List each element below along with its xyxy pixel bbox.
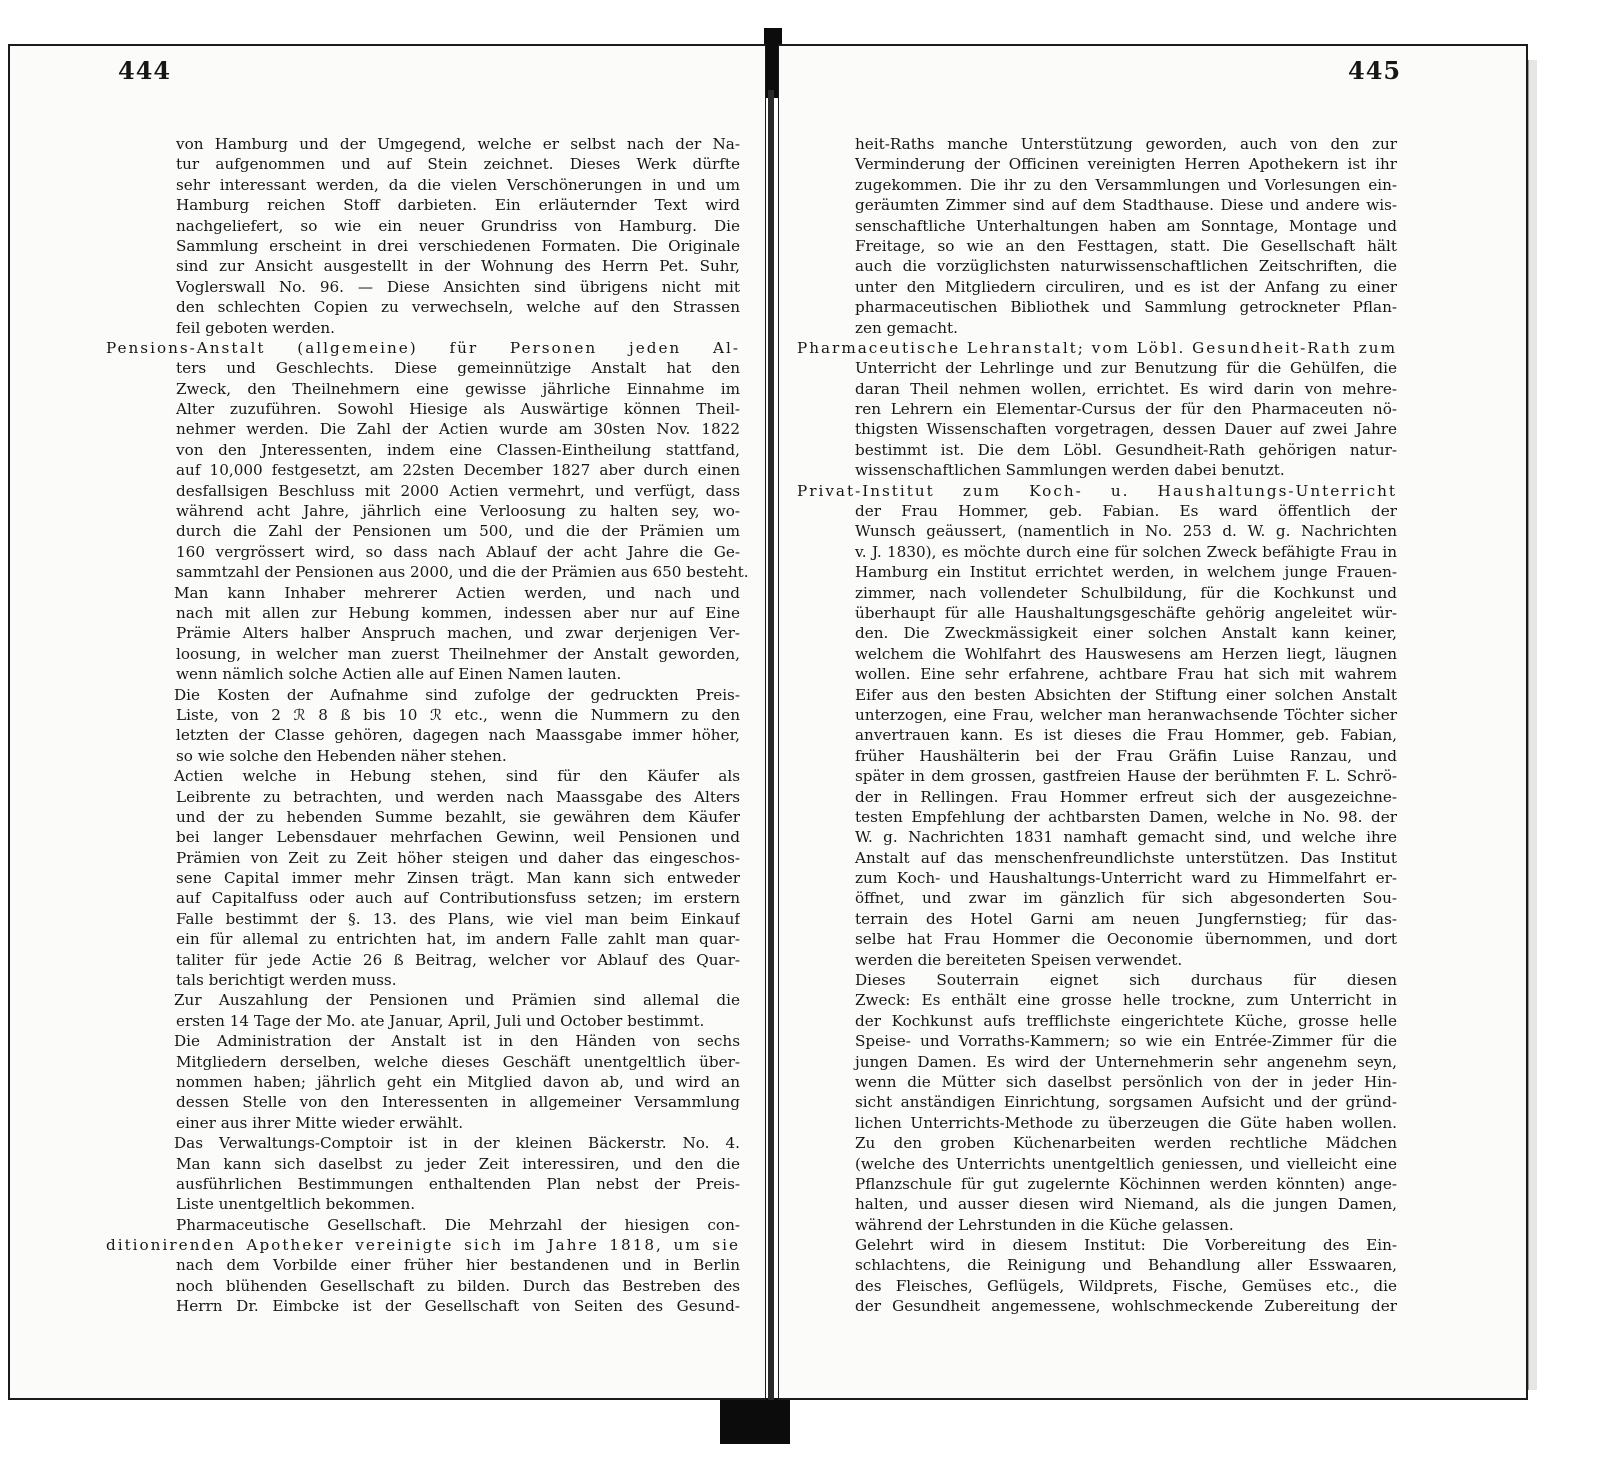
text-line: auf 10,000 festgesetzt, am 22sten December 1827 aber durch einen bbox=[176, 461, 740, 480]
page-number-right: 445 bbox=[1348, 56, 1402, 85]
text-line: während der Lehrstunden in die Küche gelassen. bbox=[855, 1215, 1234, 1234]
text-line: Falle bestimmt der §. 13. des Plans, wie viel man beim Einkauf bbox=[176, 909, 740, 928]
text-line: der Gesundheit angemessene, wohlschmeckende Zubereitung der bbox=[855, 1297, 1397, 1316]
text-line: dessen Stelle von den Interessenten in allgemeiner Versammlung bbox=[176, 1093, 740, 1112]
text-line: wissenschaftlichen Sammlungen werden dabei benutzt. bbox=[855, 461, 1285, 480]
text-line: Zweck, den Theilnehmern eine gewisse jährliche Einnahme im bbox=[176, 379, 740, 398]
text-line: einer aus ihrer Mitte wieder erwählt. bbox=[176, 1113, 464, 1132]
text-line: so wie solche den Hebenden näher stehen. bbox=[176, 746, 507, 765]
text-line: durch die Zahl der Pensionen um 500, und die der Prämien um bbox=[176, 522, 740, 541]
text-line: sehr interessant werden, da die vielen Verschönerungen in und um bbox=[176, 175, 740, 194]
text-line: früher Haushälterin bei der Frau Gräfin Luise Ranzau, und bbox=[855, 746, 1397, 765]
text-line: Man kann Inhaber mehrerer Actien werden, und nach und bbox=[174, 583, 740, 602]
text-line: ters und Geschlechts. Diese gemeinnützige Anstalt hat den bbox=[176, 359, 740, 378]
text-line: Zur Auszahlung der Pensionen und Prämien sind allemal die bbox=[174, 991, 740, 1010]
left-text-column bbox=[106, 134, 749, 1317]
text-line: Liste unentgeltlich bekommen. bbox=[176, 1195, 416, 1214]
text-line: v. J. 1830), es möchte durch eine für solchen Zweck befähigte Frau in bbox=[855, 542, 1397, 561]
text-line: werden die bereiteten Speisen verwendet. bbox=[855, 950, 1183, 969]
text-line: Herrn Dr. Eimbcke ist der Gesellschaft von Seiten des Gesund- bbox=[176, 1297, 740, 1316]
text-line: und der zu hebenden Summe bezahlt, sie gewähren dem Käufer bbox=[176, 807, 740, 826]
text-line: Voglerswall No. 96. — Diese Ansichten sind übrigens nicht mit bbox=[176, 277, 740, 296]
text-line: nach mit allen zur Hebung kommen, indessen aber nur auf Eine bbox=[176, 603, 740, 622]
text-line: thigsten Wissenschaften vorgetragen, dessen Dauer auf zwei Jahre bbox=[855, 420, 1397, 439]
text-line: überhaupt für alle Haushaltungsgeschäfte gehörig angeleitet wür- bbox=[855, 603, 1397, 622]
text-line: Gelehrt wird in diesem Institut: Die Vorbereitung des Ein- bbox=[855, 1236, 1397, 1255]
text-line: heit-Raths manche Unterstützung geworden, auch von den zur bbox=[855, 135, 1397, 153]
text-line: sicht anständigen Einrichtung, sorgsamen Aufsicht und der gründ- bbox=[855, 1093, 1397, 1112]
text-line: auch die vorzüglichsten naturwissenschaftlichen Zeitschriften, die bbox=[855, 257, 1397, 276]
text-line: von Hamburg und der Umgegend, welche er selbst nach der Na- bbox=[176, 135, 740, 153]
text-line: Wunsch geäussert, (namentlich in No. 253 d. W. g. Nachrichten bbox=[855, 522, 1397, 541]
text-line: der Frau Hommer, geb. Fabian. Es ward öffentlich der bbox=[855, 502, 1397, 521]
text-line: später in dem grossen, gastfreien Hause der berühmten F. L. Schrö- bbox=[855, 767, 1397, 786]
text-line: nehmer werden. Die Zahl der Actien wurde am 30sten Nov. 1822 bbox=[176, 420, 740, 439]
text-line: desfallsigen Beschluss mit 2000 Actien vermehrt, und verfügt, dass bbox=[176, 481, 740, 500]
text-line: loosung, in welcher man zuerst Theilnehmer der Anstalt geworden, bbox=[176, 644, 740, 663]
text-line: tals berichtigt werden muss. bbox=[176, 971, 397, 990]
text-line: daran Theil nehmen wollen, errichtet. Es wird darin von mehre- bbox=[855, 379, 1397, 398]
right-page bbox=[778, 44, 1528, 1400]
text-line: W. g. Nachrichten 1831 namhaft gemacht sind, und welche ihre bbox=[855, 828, 1397, 847]
gutter-shadow-bottom bbox=[720, 1398, 790, 1444]
text-line: sene Capital immer mehr Zinsen trägt. Man kann sich entweder bbox=[176, 869, 740, 888]
text-line: Privat-Institut zum Koch- u. Haushaltungs-Unterricht bbox=[797, 481, 1397, 500]
text-line: den schlechten Copien zu verwechseln, welche auf den Strassen bbox=[176, 298, 740, 317]
text-line: wenn die Mütter sich daselbst persönlich von der in jeder Hin- bbox=[855, 1072, 1397, 1091]
text-line: Anstalt auf das menschenfreundlichste unterstützen. Das Institut bbox=[855, 848, 1397, 867]
text-line: zen gemacht. bbox=[855, 318, 958, 337]
text-line: nach dem Vorbilde einer früher hier bestandenen und in Berlin bbox=[176, 1256, 740, 1275]
text-line: tur aufgenommen und auf Stein zeichnet. Dieses Werk dürfte bbox=[176, 155, 740, 174]
text-line: Liste, von 2 ℛ 8 ß bis 10 ℛ etc., wenn die Nummern zu den bbox=[176, 705, 740, 724]
text-line: auf Capitalfuss oder auch auf Contributionsfuss setzen; im erstern bbox=[176, 889, 740, 908]
text-line: während acht Jahre, jährlich eine Verloosung zu halten sey, wo- bbox=[176, 502, 740, 521]
text-line: ren Lehrern ein Elementar-Cursus der für den Pharmaceuten nö- bbox=[855, 400, 1397, 419]
text-line: Sammlung erscheint in drei verschiedenen Formaten. Die Originale bbox=[176, 236, 740, 255]
text-line: Pensions-Anstalt (allgemeine) für Personen jeden Al- bbox=[106, 338, 740, 357]
text-line: nommen haben; jährlich geht ein Mitglied davon ab, und wird an bbox=[176, 1072, 740, 1091]
page-number-left: 444 bbox=[118, 56, 172, 85]
page-edge bbox=[1528, 60, 1537, 1390]
text-line: Pharmaceutische Lehranstalt; vom Löbl. Gesundheit-Rath zum bbox=[797, 338, 1397, 357]
text-line: Man kann sich daselbst zu jeder Zeit interessiren, und den die bbox=[176, 1154, 740, 1173]
text-line: Hamburg reichen Stoff darbieten. Ein erläuternder Text wird bbox=[176, 196, 740, 215]
text-line: Das Verwaltungs-Comptoir ist in der kleinen Bäckerstr. No. 4. bbox=[174, 1134, 740, 1153]
text-line: testen Empfehlung der achtbarsten Damen, welche in No. 98. der bbox=[855, 807, 1397, 826]
text-line: Hamburg ein Institut errichtet werden, in welchem junge Frauen- bbox=[855, 563, 1397, 582]
gutter-line bbox=[768, 90, 774, 1400]
text-line: Pflanzschule für gut zugelernte Köchinnen werden könnten) ange- bbox=[855, 1174, 1397, 1193]
text-line: Speise- und Vorraths-Kammern; so wie ein Entrée-Zimmer für die bbox=[855, 1032, 1397, 1051]
text-line: Unterricht der Lehrlinge und zur Benutzung für die Gehülfen, die bbox=[855, 359, 1397, 378]
text-line: des Fleisches, Geflügels, Wildprets, Fische, Gemüses etc., die bbox=[855, 1276, 1397, 1295]
text-line: Die Kosten der Aufnahme sind zufolge der gedruckten Preis- bbox=[174, 685, 740, 704]
text-line: unterzogen, eine Frau, welcher man heranwachsende Töchter sicher bbox=[855, 705, 1397, 724]
text-line: wenn nämlich solche Actien alle auf Einen Namen lauten. bbox=[176, 665, 622, 684]
text-line: unter den Mitgliedern circuliren, und es ist der Anfang zu einer bbox=[855, 277, 1397, 296]
text-line: Dieses Souterrain eignet sich durchaus für diesen bbox=[855, 971, 1397, 990]
text-line: der in Rellingen. Frau Hommer erfreut sich der ausgezeichne- bbox=[855, 787, 1397, 806]
text-line: Freitage, so wie an den Festtagen, statt. Die Gesellschaft hält bbox=[855, 236, 1397, 255]
text-line: anvertrauen kann. Es ist dieses die Frau Hommer, geb. Fabian, bbox=[855, 726, 1397, 745]
text-line: Eifer aus den besten Absichten der Stiftung einer solchen Anstalt bbox=[855, 685, 1397, 704]
text-line: (welche des Unterrichts unentgeltlich geniessen, und vielleicht eine bbox=[855, 1154, 1397, 1173]
text-line: zimmer, nach vollendeter Schulbildung, für die Kochkunst und bbox=[855, 583, 1397, 602]
text-line: Prämien von Zeit zu Zeit höher steigen und daher das eingeschos- bbox=[176, 848, 740, 867]
text-line: senschaftliche Unterhaltungen haben am Sonntage, Montage und bbox=[855, 216, 1397, 235]
text-line: taliter für jede Actie 26 ß Beitrag, welcher vor Ablauf des Quar- bbox=[176, 950, 740, 969]
text-line: lichen Unterrichts-Methode zu überzeugen die Güte haben wollen. bbox=[855, 1113, 1397, 1132]
left-page bbox=[8, 44, 766, 1400]
text-line: schlachtens, die Reinigung und Behandlung aller Esswaaren, bbox=[855, 1256, 1397, 1275]
text-line: Zu den groben Küchenarbeiten werden rechtliche Mädchen bbox=[855, 1134, 1397, 1153]
text-line: noch blühenden Gesellschaft zu bilden. Durch das Bestreben des bbox=[176, 1276, 740, 1295]
text-line: geräumten Zimmer sind auf dem Stadthause. Diese und andere wis- bbox=[855, 196, 1397, 215]
text-line: Prämie Alters halber Anspruch machen, und zwar derjenigen Ver- bbox=[176, 624, 740, 643]
text-line: Alter zuzuführen. Sowohl Hiesige als Auswärtige können Theil- bbox=[176, 400, 740, 419]
text-line: zum Koch- und Haushaltungs-Unterricht ward zu Himmelfahrt er- bbox=[855, 869, 1397, 888]
text-line: bestimmt ist. Die dem Löbl. Gesundheit-Rath gehörigen natur- bbox=[855, 440, 1397, 459]
text-line: sammtzahl der Pensionen aus 2000, und die der Prämien aus 650 besteht. bbox=[176, 563, 749, 582]
text-line: bei langer Lebensdauer mehrfachen Gewinn, weil Pensionen und bbox=[176, 828, 740, 847]
text-line: welchem die Wohlfahrt des Hauswesens am Herzen liegt, läugnen bbox=[855, 644, 1397, 663]
text-line: zugekommen. Die ihr zu den Versammlungen und Vorlesungen ein- bbox=[855, 175, 1397, 194]
text-line: den. Die Zweckmässigkeit einer solchen Anstalt kann keiner, bbox=[855, 624, 1397, 643]
right-text-column bbox=[797, 134, 1397, 1317]
text-line: Leibrente zu betrachten, und werden nach Maassgabe des Alters bbox=[176, 787, 740, 806]
text-line: jungen Damen. Es wird der Unternehmerin sehr angenehm seyn, bbox=[855, 1052, 1397, 1071]
text-line: nachgeliefert, so wie ein neuer Grundriss von Hamburg. Die bbox=[176, 216, 740, 235]
text-line: 160 vergrössert wird, so dass nach Ablauf der acht Jahre die Ge- bbox=[176, 542, 740, 561]
text-line: letzten der Classe gehören, dagegen nach Maassgabe immer höher, bbox=[176, 726, 740, 745]
text-line: Die Administration der Anstalt ist in den Händen von sechs bbox=[174, 1032, 740, 1051]
text-line: öffnet, und zwar im gänzlich für sich abgesonderten Sou- bbox=[855, 889, 1397, 908]
text-line: Mitgliedern derselben, welche dieses Geschäft unentgeltlich über- bbox=[176, 1052, 740, 1071]
text-line: von den Jnteressenten, indem eine Classen-Eintheilung stattfand, bbox=[176, 440, 740, 459]
text-line: Verminderung der Officinen vereinigten Herren Apothekern ist ihr bbox=[855, 155, 1397, 174]
text-line: Pharmaceutische Gesellschaft. Die Mehrzahl der hiesigen con- bbox=[176, 1215, 740, 1234]
text-line: sind zur Ansicht ausgestellt in der Wohnung des Herrn Pet. Suhr, bbox=[176, 257, 740, 276]
text-line: selbe hat Frau Hommer die Oeconomie übernommen, und dort bbox=[855, 930, 1397, 949]
text-line: ditionirenden Apotheker vereinigte sich im Jahre 1818, um sie bbox=[106, 1236, 740, 1255]
text-line: Actien welche in Hebung stehen, sind für den Käufer als bbox=[174, 767, 740, 786]
text-line: halten, und ausser diesen wird Niemand, als die jungen Damen, bbox=[855, 1195, 1397, 1214]
text-line: der Kochkunst aufs trefflichste eingerichtete Küche, grosse helle bbox=[855, 1011, 1397, 1030]
text-line: wollen. Eine sehr erfahrene, achtbare Frau hat sich mit wahrem bbox=[855, 665, 1397, 684]
text-line: ein für allemal zu entrichten hat, im andern Falle zahlt man quar- bbox=[176, 930, 740, 949]
text-line: pharmaceutischen Bibliothek und Sammlung getrockneter Pflan- bbox=[855, 298, 1397, 317]
text-line: ausführlichen Bestimmungen enthaltenden Plan nebst der Preis- bbox=[176, 1174, 740, 1193]
text-line: ersten 14 Tage der Mo. ate Januar, April, Juli und October bestimmt. bbox=[176, 1011, 705, 1030]
text-line: Zweck: Es enthält eine grosse helle trockne, zum Unterricht in bbox=[855, 991, 1397, 1010]
text-line: feil geboten werden. bbox=[176, 318, 335, 337]
text-line: terrain des Hotel Garni am neuen Jungfernstieg; für das- bbox=[855, 909, 1397, 928]
